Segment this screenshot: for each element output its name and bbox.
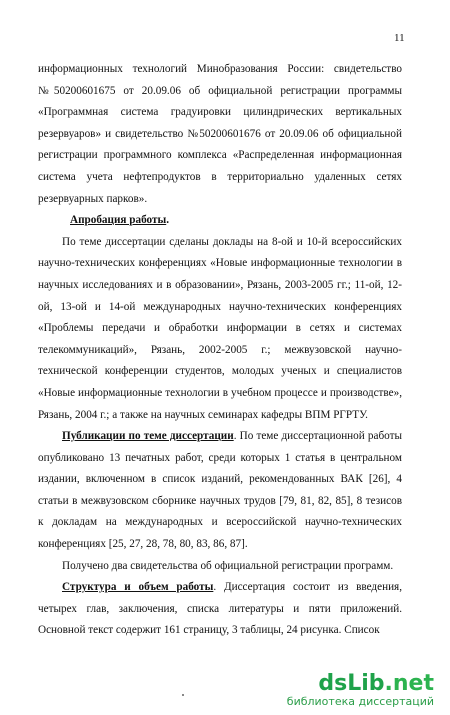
page-number: 11 bbox=[394, 32, 405, 44]
document-body bbox=[38, 59, 402, 642]
watermark[interactable] bbox=[287, 673, 434, 709]
approbation-heading-text: Апробация работы bbox=[70, 214, 167, 227]
structure-heading: Структура и объем работы bbox=[62, 581, 214, 594]
approbation-heading bbox=[38, 210, 402, 232]
watermark-caption: библиотека диссертаций bbox=[286, 695, 434, 708]
structure-text: . Диссертация состоит из введения, четырех глав, заключения, списка литературы и пяти приложений. Основной текст содержит 161 страницу, 3 таблицы, 24 рисунка. Список bbox=[38, 581, 402, 637]
paragraph-structure bbox=[38, 577, 402, 642]
watermark-logo bbox=[287, 673, 434, 695]
paragraph-certificates: Получено два свидетельства об официальной регистрации программ. bbox=[62, 559, 394, 572]
scan-dot bbox=[182, 694, 184, 696]
paragraph-registration: информационных технологий Минобразования России: свидетельство №50200601675 от 20.09.06 об официальной регистрации программы «Программная система градуировки цилиндрических вертикальных резервуаров» и свидетельство №50200601676 от 20.09.06 об официальной регистрации программного комплекса «Распределенная информационная система учета нефтепродуктов в территориально удаленных сетях резервуарных парков». bbox=[38, 63, 402, 205]
publications-text: . По теме диссертационной работы опубликовано 13 печатных работ, среди которых 1 статья в центральном издании, включенном в список изданий, рекомендованных ВАК [26], 4 статьи в межвузовском сборнике научных трудов [79, 81, 82, 85], 8 тезисов к докладам на международных и всероссийской научно-технических конференциях [25, 27, 28, 78, 80, 83, 86, 87]. bbox=[38, 430, 402, 551]
approbation-heading-dot: . bbox=[166, 214, 170, 227]
paragraph-approbation: По теме диссертации сделаны доклады на 8-ой и 10-й всероссийских научно-технических конференциях «Новые информационные технологии в научных исследованиях и в образовании», Рязань, 2003-2005 гг.; 11-ой, 12-ой, 13-ой и 14-ой международных научно-технических конференциях «Проблемы передачи и обработки информации в сетях и системах телекоммуникаций», Рязань, 2002-2005 г.; межвузовской научно-технической конференции студентов, молодых ученых и специалистов «Новые информационные технологии в учебном процессе и производстве», Рязань, 2004 г.; а также на научных семинарах кафедры ВПМ РГРТУ. bbox=[38, 235, 402, 421]
paragraph-publications bbox=[38, 426, 402, 556]
watermark-logo-main: dsLib bbox=[318, 671, 385, 696]
watermark-logo-tld: .net bbox=[384, 671, 434, 696]
publications-heading: Публикации по теме диссертации bbox=[62, 430, 234, 443]
